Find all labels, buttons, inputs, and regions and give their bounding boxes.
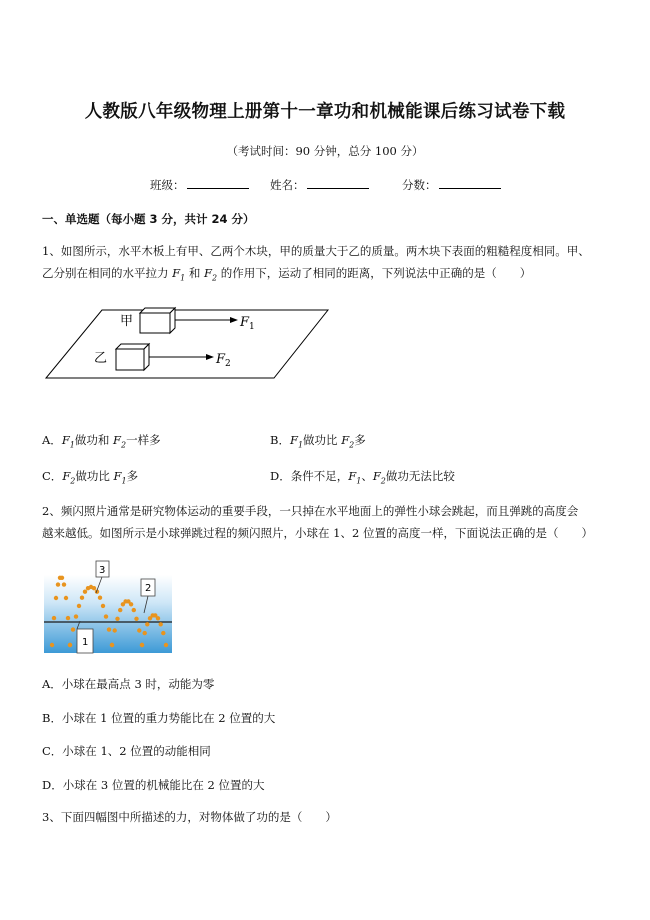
q1-option-b[interactable]: B．$F_1$做功比 $F_2$多 bbox=[270, 433, 366, 450]
ball-dot bbox=[71, 627, 75, 631]
question-1-text bbox=[42, 240, 612, 289]
name-label: 姓名： bbox=[270, 178, 305, 192]
name-field[interactable] bbox=[270, 176, 369, 193]
question-2-figure bbox=[44, 555, 174, 655]
ball-dot bbox=[137, 628, 141, 632]
block-a-side bbox=[170, 308, 175, 333]
ball-dot bbox=[83, 590, 87, 594]
ball-dot bbox=[110, 643, 114, 647]
ball-dot bbox=[113, 628, 117, 632]
question-2-line-2: 越来越低。如图所示是小球弹跳过程的频闪照片，小球在 1、2 位置的高度一样，下面说法正确的是（ ） bbox=[42, 526, 593, 540]
score-blank[interactable] bbox=[439, 176, 501, 189]
ball-dot bbox=[104, 614, 108, 618]
label-2: 2 bbox=[145, 583, 152, 594]
ball-dot bbox=[68, 643, 72, 647]
question-1-line-1: 1、如图所示，水平木板上有甲、乙两个木块，甲的质量大于乙的质量。两木块下表面的粗糙程度相同。甲、 bbox=[42, 244, 590, 258]
ball-dot bbox=[101, 604, 105, 608]
ball-dot bbox=[164, 643, 168, 647]
ball-dot bbox=[74, 614, 78, 618]
block-a-label: 甲 bbox=[120, 314, 134, 329]
q1-option-d[interactable]: D．条件不足，$F_1$、$F_2$做功无法比较 bbox=[270, 469, 455, 486]
ball-dot bbox=[60, 576, 64, 580]
ball-dot bbox=[98, 596, 102, 600]
question-1-line-2: 乙分别在相同的水平拉力 $F_1$ 和 $F_2$ 的作用下，运动了相同的距离，下列说法中正确的是（ ） bbox=[42, 266, 532, 283]
ball-dot bbox=[145, 622, 149, 626]
ball-dot bbox=[64, 596, 68, 600]
class-field[interactable] bbox=[150, 176, 249, 193]
question-3-text bbox=[42, 806, 612, 828]
label-3: 3 bbox=[99, 565, 106, 576]
block-a-top bbox=[140, 308, 175, 313]
block-b-label: 乙 bbox=[94, 351, 108, 366]
question-2-line-1: 2、频闪照片通常是研究物体运动的重要手段，一只掉在水平地面上的弹性小球会跳起，而且弹跳的高度会 bbox=[42, 504, 579, 518]
question-2-text bbox=[42, 500, 612, 544]
q2-option-c[interactable]: C．小球在 1、2 位置的动能相同 bbox=[42, 744, 211, 758]
ball-dot bbox=[143, 631, 147, 635]
block-b-front bbox=[116, 349, 144, 370]
ball-dot bbox=[54, 596, 58, 600]
name-blank[interactable] bbox=[307, 176, 369, 189]
score-label: 分数： bbox=[402, 178, 437, 192]
class-blank[interactable] bbox=[187, 176, 249, 189]
ball-dot bbox=[134, 617, 138, 621]
force-2-label: $F_2$ bbox=[216, 352, 231, 369]
ball-dot bbox=[118, 608, 122, 612]
class-label: 班级： bbox=[150, 178, 185, 192]
force-1-label: $F_1$ bbox=[240, 315, 255, 332]
ball-dot bbox=[115, 617, 119, 621]
q1-option-a[interactable]: A．$F_1$做功和 $F_2$一样多 bbox=[42, 433, 161, 450]
ball-dot bbox=[66, 616, 70, 620]
ball-dot bbox=[80, 596, 84, 600]
ball-dot bbox=[62, 582, 66, 586]
q1-option-c[interactable]: C．$F_2$做功比 $F_1$多 bbox=[42, 469, 139, 486]
ball-dot bbox=[132, 608, 136, 612]
ball-dot bbox=[156, 616, 160, 620]
ball-dot bbox=[92, 586, 96, 590]
exam-info: （考试时间：90 分钟，总分 100 分） bbox=[226, 144, 424, 158]
question-3-line-1: 3、下面四幅图中所描述的力，对物体做了功的是（ ） bbox=[42, 810, 337, 824]
ball-dot bbox=[129, 602, 133, 606]
score-field[interactable] bbox=[402, 176, 501, 193]
question-1-figure bbox=[40, 300, 340, 384]
ball-dot bbox=[159, 622, 163, 626]
page-title: 人教版八年级物理上册第十一章功和机械能课后练习试卷下载 bbox=[84, 102, 566, 122]
ball-dot bbox=[56, 582, 60, 586]
block-b-side bbox=[144, 344, 149, 370]
block-a-front bbox=[140, 313, 170, 333]
ball-dot bbox=[107, 627, 111, 631]
label-1: 1 bbox=[82, 637, 89, 648]
ball-dot bbox=[140, 643, 144, 647]
ball-dot bbox=[77, 604, 81, 608]
section-heading: 一、单选题（每小题 3 分，共计 24 分） bbox=[42, 212, 255, 226]
force-2-arrowhead bbox=[206, 354, 214, 360]
ball-dot bbox=[52, 616, 56, 620]
q2-option-d[interactable]: D．小球在 3 位置的机械能比在 2 位置的大 bbox=[42, 778, 265, 792]
force-1-arrowhead bbox=[230, 317, 238, 323]
ball-dot bbox=[161, 631, 165, 635]
q2-option-b[interactable]: B．小球在 1 位置的重力势能比在 2 位置的大 bbox=[42, 711, 276, 725]
q2-option-a[interactable]: A．小球在最高点 3 时，动能为零 bbox=[42, 677, 215, 691]
ball-dot bbox=[50, 643, 54, 647]
